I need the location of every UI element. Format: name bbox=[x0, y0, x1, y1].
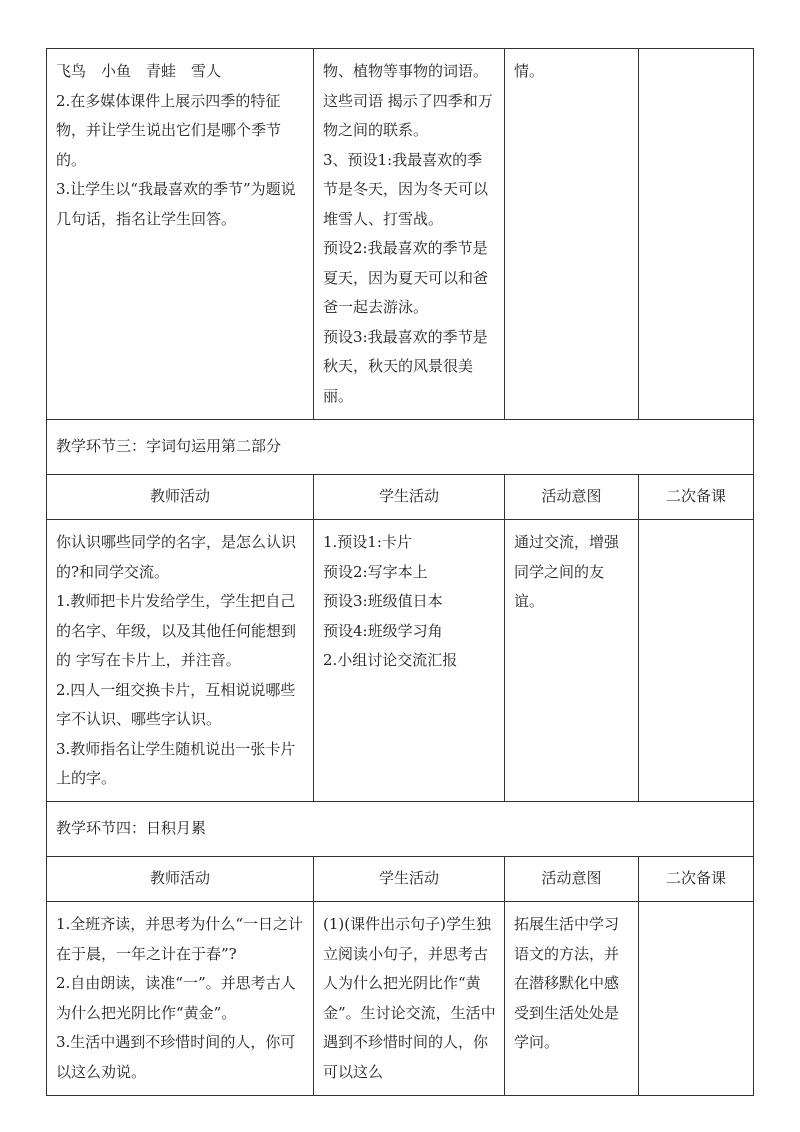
section-title-row bbox=[47, 420, 754, 475]
header-teacher-activity: 教师活动 bbox=[47, 857, 314, 902]
teacher-line: 3.让学生以“我最喜欢的季节”为题说几句话，指名让学生回答。 bbox=[56, 180, 296, 228]
section-title: 教学环节四：日积月累 bbox=[47, 802, 754, 857]
header-second-prep: 二次备课 bbox=[639, 475, 754, 520]
section-title: 教学环节三：字词句运用第二部分 bbox=[47, 420, 754, 475]
student-line: (1)(课件出示句子)学生独立阅读小句子，并思考古人为什么把光阴比作“黄金”。生讨论交流，生活中遇到不珍惜时间的人，你可以这么 bbox=[323, 915, 496, 1081]
teacher-line: 1.全班齐读，并思考为什么“一日之计在于晨，一年之计在于春”? bbox=[56, 915, 303, 963]
activity-intent-cell bbox=[505, 49, 639, 420]
student-line: 2.小组讨论交流汇报 bbox=[323, 651, 458, 669]
activity-intent-cell bbox=[505, 902, 639, 1096]
second-prep-cell bbox=[639, 49, 754, 420]
header-teacher-activity: 教师活动 bbox=[47, 475, 314, 520]
activity-intent-cell bbox=[505, 520, 639, 802]
intent-text: 拓展生活中学习语文的方法，并在潜移默化中感受到生活处处是学问。 bbox=[514, 915, 620, 1051]
section-title-row bbox=[47, 802, 754, 857]
header-row bbox=[47, 857, 754, 902]
teacher-activity-cell bbox=[47, 520, 314, 802]
student-line: 预设4:班级学习角 bbox=[323, 621, 443, 640]
student-activity-cell bbox=[314, 520, 505, 802]
teacher-line: 3.生活中遇到不珍惜时间的人，你可以这么劝说。 bbox=[56, 1033, 296, 1081]
teacher-line: 2.四人一组交换卡片，互相说说哪些字不认识、哪些字认识。 bbox=[56, 680, 296, 728]
student-line: 预设3:班级值日本 bbox=[323, 592, 443, 610]
lesson-plan-table bbox=[46, 48, 754, 1096]
student-line: 3、预设1:我最喜欢的季节是冬天，因为冬天可以堆雪人、打雪战。 bbox=[323, 150, 489, 228]
student-line: 预设3:我最喜欢的季节是秋天，秋天的风景很美丽。 bbox=[323, 327, 488, 405]
student-line: 预设2:写字本上 bbox=[323, 562, 428, 581]
student-line: 1.预设1:卡片 bbox=[323, 533, 412, 551]
teacher-line: 3.教师指名让学生随机说出一张卡片上的字。 bbox=[56, 739, 296, 787]
header-activity-intent: 活动意图 bbox=[505, 475, 639, 520]
header-second-prep: 二次备课 bbox=[639, 857, 754, 902]
continuation-row bbox=[47, 49, 754, 420]
header-student-activity: 学生活动 bbox=[314, 475, 505, 520]
second-prep-cell bbox=[639, 902, 754, 1096]
content-row bbox=[47, 902, 754, 1096]
intent-text: 通过交流，增强同学之间的友谊。 bbox=[514, 533, 620, 610]
teacher-activity-cell bbox=[47, 49, 314, 420]
teacher-line: 2.在多媒体课件上展示四季的特征物，并让学生说出它们是哪个季节的。 bbox=[56, 91, 282, 169]
header-activity-intent: 活动意图 bbox=[505, 857, 639, 902]
intent-text: 情。 bbox=[514, 62, 545, 80]
teacher-line: 飞鸟 小鱼 青蛙 雪人 bbox=[56, 62, 222, 80]
header-row bbox=[47, 475, 754, 520]
student-activity-cell bbox=[314, 902, 505, 1096]
header-student-activity: 学生活动 bbox=[314, 857, 505, 902]
second-prep-cell bbox=[639, 520, 754, 802]
student-line: 预设2:我最喜欢的季节是夏天，因为夏天可以和爸爸一起去游泳。 bbox=[323, 239, 489, 316]
teacher-line: 你认识哪些同学的名字，是怎么认识的?和同学交流。 bbox=[56, 533, 297, 581]
student-line: 物、植物等事物的词语。这些司语 揭示了四季和万物之间的联系。 bbox=[323, 62, 493, 139]
content-row bbox=[47, 520, 754, 802]
teacher-line: 1.教师把卡片发给学生，学生把自己的名字、年级，以及其他任何能想到的 字写在卡片上，并注音。 bbox=[56, 592, 297, 669]
student-activity-cell bbox=[314, 49, 505, 420]
teacher-activity-cell bbox=[47, 902, 314, 1096]
teacher-line: 2.自由朗读，读准“一”。并思考古人为什么把光阴比作“黄金”。 bbox=[56, 974, 296, 1022]
